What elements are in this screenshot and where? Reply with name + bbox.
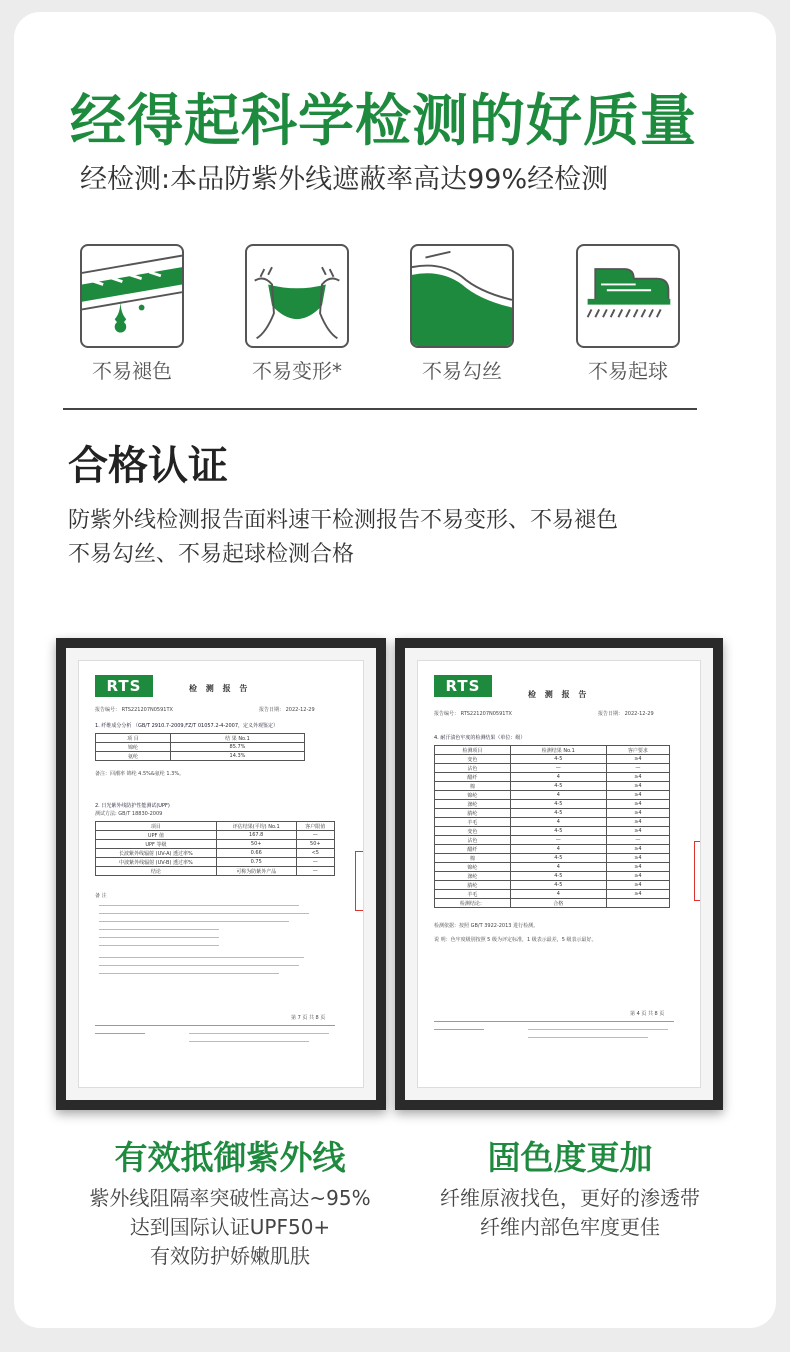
table-cell: 羊毛	[435, 890, 511, 899]
table-cell: ≥4	[606, 809, 669, 818]
table-cell: ≥4	[606, 872, 669, 881]
report-document-upf	[78, 660, 364, 1088]
report-section-heading: 4. 耐汗渍色牢度的检测结果（单位：级）	[434, 735, 526, 741]
table-cell: 沾色	[435, 764, 511, 773]
feature-label: 不易起球	[588, 359, 668, 383]
color-fastness-text	[410, 1184, 730, 1242]
red-stamp	[355, 851, 364, 911]
deform-resistant-icon	[245, 244, 349, 348]
table-cell: 4	[510, 863, 606, 872]
table-cell: 中波紫外线辐射 (UV-B) 透过率%	[96, 858, 217, 867]
report-frame-colorfastness	[395, 638, 723, 1110]
report-number: 报告编号： RTS221207N0591TX	[95, 707, 173, 713]
page-headline: 经得起科学检测的好质量	[70, 89, 697, 154]
table-cell: 167.8	[216, 831, 296, 840]
table-cell: 合格	[510, 899, 606, 908]
certification-title: 合格认证	[68, 443, 228, 489]
table-cell: 锦纶	[435, 791, 511, 800]
test-basis: 检测依据：按照 GB/T 3922-2013 进行检测。	[434, 923, 539, 929]
table-row	[435, 836, 670, 845]
table-cell	[606, 899, 669, 908]
footer-text	[528, 1029, 668, 1030]
text-line	[99, 905, 299, 906]
table-cell: <5	[296, 849, 334, 858]
red-stamp	[694, 841, 701, 901]
page-number: 第 4 页 共 8 页	[630, 1011, 665, 1017]
page-number: 第 7 页 共 8 页	[291, 1015, 326, 1021]
table-cell: 14.3%	[170, 752, 304, 761]
table-cell: 沾色	[435, 836, 511, 845]
footer-text	[528, 1037, 648, 1038]
upf-table	[95, 821, 335, 876]
table-row	[435, 782, 670, 791]
table-cell: 腈纶	[435, 881, 511, 890]
table-cell: ≥4	[606, 773, 669, 782]
table-header-cell: 检测结果 No.1	[510, 746, 606, 755]
color-fastness-line: 纤维内部色牢度更佳	[480, 1215, 660, 1239]
table-row	[435, 764, 670, 773]
table-cell: 0.66	[216, 849, 296, 858]
table-header-cell: 项 目	[96, 734, 171, 743]
table-header-cell: 客户限值	[296, 822, 334, 831]
table-header-cell: 检测项目	[435, 746, 511, 755]
feature-label: 不易变形*	[252, 359, 342, 383]
report-number: 报告编号： RTS221207N0591TX	[434, 711, 512, 717]
notes-heading: 备 注	[95, 893, 107, 899]
table-row	[435, 800, 670, 809]
table-cell: 棉	[435, 854, 511, 863]
report-date: 报告日期： 2022-12-29	[598, 711, 654, 717]
footer-text	[434, 1029, 484, 1030]
table-cell: 棉	[435, 782, 511, 791]
report-section-heading: 1. 纤维成分分析 （GB/T 2910.7-2009,FZ/T 01057.2-4-2007，定义外观鉴定）	[95, 723, 279, 729]
table-row	[435, 773, 670, 782]
table-row	[435, 899, 670, 908]
table-cell: 涤纶	[435, 872, 511, 881]
text-line	[99, 957, 304, 958]
text-line	[99, 937, 219, 938]
table-row	[435, 881, 670, 890]
table-cell: 4-5	[510, 800, 606, 809]
table-cell: ≥4	[606, 890, 669, 899]
uv-protection-title: 有效抵御紫外线	[114, 1138, 346, 1177]
table-cell: 变色	[435, 755, 511, 764]
text-line	[99, 921, 289, 922]
uv-protection-line: 达到国际认证UPF50+	[129, 1215, 331, 1239]
table-cell: 4-5	[510, 854, 606, 863]
certification-desc-line: 防紫外线检测报告面料速干检测报告不易变形、不易褪色	[68, 508, 619, 533]
table-cell: 涤纶	[435, 800, 511, 809]
table-cell: 锦纶	[96, 743, 171, 752]
report-document-colorfastness	[417, 660, 701, 1088]
table-cell: 4	[510, 818, 606, 827]
footer-text	[95, 1033, 145, 1034]
certification-desc-line: 不易勾丝、不易起球检测合格	[68, 542, 355, 567]
table-cell: ≥4	[606, 881, 669, 890]
table-cell: 长波紫外线辐射 (UV-A) 透过率%	[96, 849, 217, 858]
table-cell: 腈纶	[435, 809, 511, 818]
report-section-heading: 2. 日光紫外线防护性能测试(UPF)	[95, 803, 170, 809]
footer-rule	[95, 1025, 335, 1026]
table-cell: 氨纶	[96, 752, 171, 761]
pilling-resistant-icon	[576, 244, 680, 348]
table-cell: ≥4	[606, 863, 669, 872]
page-subline: 经检测:本品防紫外线遮蔽率高达99%经检测	[80, 164, 609, 195]
text-line	[99, 945, 219, 946]
table-cell: —	[296, 858, 334, 867]
table-header-cell: 评估结果(平均) No.1	[216, 822, 296, 831]
text-line	[99, 913, 309, 914]
table-row	[435, 818, 670, 827]
text-line	[99, 929, 219, 930]
feature-snag-resistant	[402, 244, 522, 384]
table-cell: UPF 值	[96, 831, 217, 840]
table-cell: 检测结论：	[435, 899, 511, 908]
feature-label: 不易褪色	[92, 359, 172, 383]
certification-description	[68, 504, 728, 572]
table-cell: —	[606, 764, 669, 773]
report-title: 检 测 报 告	[528, 690, 590, 699]
table-cell: 4	[510, 791, 606, 800]
table-cell: 0.75	[216, 858, 296, 867]
feature-fade-resistant	[72, 244, 192, 384]
table-cell: 醋纤	[435, 773, 511, 782]
table-cell: ≥4	[606, 827, 669, 836]
table-cell: ≥4	[606, 791, 669, 800]
table-row	[435, 791, 670, 800]
table-row	[435, 845, 670, 854]
table-header-cell: 客户要求	[606, 746, 669, 755]
table-header-cell: 结 果 No.1	[170, 734, 304, 743]
snag-resistant-icon	[410, 244, 514, 348]
composition-note: 备注：回潮率 锦纶 4.5%&氨纶 1.3%。	[95, 771, 185, 777]
table-cell: —	[296, 867, 334, 876]
table-row	[435, 872, 670, 881]
uv-protection-line: 紫外线阻隔率突破性高达~95%	[89, 1186, 371, 1210]
feature-pilling-resistant	[568, 244, 688, 384]
table-cell: 4-5	[510, 809, 606, 818]
table-cell: 85.7%	[170, 743, 304, 752]
table-cell: —	[510, 836, 606, 845]
table-cell: 4-5	[510, 881, 606, 890]
table-cell: 变色	[435, 827, 511, 836]
frame-mat	[66, 648, 376, 1100]
table-cell: 醋纤	[435, 845, 511, 854]
table-cell: —	[296, 831, 334, 840]
table-cell: 4-5	[510, 827, 606, 836]
table-row	[435, 755, 670, 764]
table-cell: —	[606, 836, 669, 845]
test-method: 测试方法: GB/T 18830-2009	[95, 811, 163, 817]
table-cell: —	[510, 764, 606, 773]
table-cell: UPF 等级	[96, 840, 217, 849]
report-title: 检 测 报 告	[189, 684, 251, 693]
table-cell: 50+	[296, 840, 334, 849]
text-line	[99, 965, 299, 966]
table-row	[435, 827, 670, 836]
table-cell: 4	[510, 845, 606, 854]
table-cell: ≥4	[606, 818, 669, 827]
footer-text	[189, 1033, 329, 1034]
table-row	[435, 809, 670, 818]
table-cell: 4-5	[510, 755, 606, 764]
report-date: 报告日期： 2022-12-29	[259, 707, 315, 713]
grade-note: 说 明：色牢度级别按照 5 级为评定标准，1 级表示最差，5 级表示最好。	[434, 937, 597, 943]
table-cell: 50+	[216, 840, 296, 849]
table-cell: 羊毛	[435, 818, 511, 827]
footer-rule	[434, 1021, 674, 1022]
color-fastness-title: 固色度更加	[487, 1138, 653, 1177]
table-cell: 结论	[96, 867, 217, 876]
rts-logo: RTS	[95, 675, 153, 697]
composition-table	[95, 733, 305, 761]
table-cell: 可称为防紫外产品	[216, 867, 296, 876]
table-cell: ≥4	[606, 854, 669, 863]
rts-logo: RTS	[434, 675, 492, 697]
table-cell: ≥4	[606, 800, 669, 809]
uv-protection-text	[40, 1184, 420, 1271]
feature-icons-row	[0, 244, 790, 384]
table-header-cell: 项目	[96, 822, 217, 831]
table-cell: ≥4	[606, 755, 669, 764]
table-cell: 4-5	[510, 782, 606, 791]
table-cell: ≥4	[606, 782, 669, 791]
section-divider	[63, 408, 697, 410]
table-row	[435, 890, 670, 899]
fade-resistant-icon	[80, 244, 184, 348]
color-fastness-line: 纤维原液找色，更好的渗透带	[440, 1186, 700, 1210]
footer-text	[189, 1041, 309, 1042]
table-cell: ≥4	[606, 845, 669, 854]
table-cell: 4-5	[510, 872, 606, 881]
text-line	[99, 973, 279, 974]
report-frame-upf	[56, 638, 386, 1110]
table-row	[435, 854, 670, 863]
feature-label: 不易勾丝	[422, 359, 502, 383]
frame-mat	[405, 648, 713, 1100]
table-row	[435, 863, 670, 872]
uv-protection-line: 有效防护娇嫩肌肤	[150, 1244, 310, 1268]
table-cell: 锦纶	[435, 863, 511, 872]
feature-deform-resistant	[237, 244, 357, 384]
colorfastness-table	[434, 745, 670, 908]
table-cell: 4	[510, 890, 606, 899]
table-cell: 4	[510, 773, 606, 782]
